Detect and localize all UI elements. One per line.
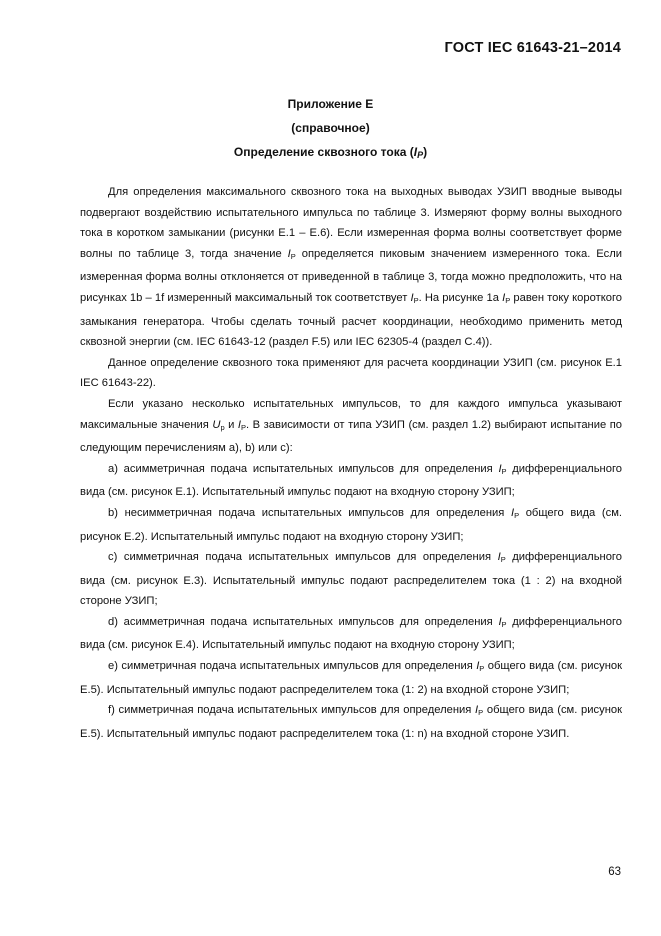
list-item-c: с) симметричная подача испытательных импульсов для определения $I_P$ дифференциального вида (см. рисунок Е.3). Испытательный импульс подают распределителем тока (1 : 2) на входной стороне УЗИП; xyxy=(80,551,622,608)
standard-designation: ГОСТ IEC 61643-21–2014 xyxy=(444,40,621,56)
page-number: 63 xyxy=(608,866,621,878)
annex-status: (справочное) xyxy=(291,121,370,135)
annex-title: Приложение Е xyxy=(287,97,374,111)
paragraph-2: Данное определение сквозного тока применяют для расчета координации УЗИП (см. рисунок Е.1 IEC 61643-22). xyxy=(80,356,622,390)
paragraph-3: Если указано несколько испытательных импульсов, то для каждого импульса указывают максимальные значения $U_p$ и $I_P$. В зависимости от типа УЗИП (см. раздел 1.2) выбирают испытание по следующим перечислениям а), b) или с): xyxy=(80,397,623,455)
list-item-d: d) асимметричная подача испытательных импульсов для определения $I_P$ дифференциального вида (см. рисунок Е.4). Испытательный импульс подают на входную сторону УЗИП; xyxy=(80,615,622,652)
list-item-a: а) асимметричная подача испытательных импульсов для определения $I_P$ дифференциального вида (см. рисунок Е.1). Испытательный импульс подают на входную сторону УЗИП; xyxy=(80,462,622,499)
list-item-e: е) симметричная подача испытательных импульсов для определения $I_P$ общего вида (см. рисунок Е.5). Испытательный импульс подают распределителем тока (1: 2) на входной стороне УЗИП; xyxy=(80,660,623,696)
paragraph-1: Для определения максимального сквозного тока на выходных выводах УЗИП вводные выводы подвергают воздействию испытательного импульса по таблице 3. Измеряют форму волны выходного тока в коротком замыкании (рисунки Е.1 – Е.6). Если измеренная форма волны соответствует форме волны по таблице 3, тогда значение $I_P$ определяется пиковым значением измеренного тока. Если измеренная форма волны отклоняется от приведенной в таблице 3, тогда можно предположить, что на рисунках 1b – 1f измеренный максимальный ток соответствует $I_P$. На рисунке 1а $I_P$ равен току короткого замыкания генератора. Чтобы сделать точный расчет координации, необходимо применить метод сквозной энергии (см. IEC 61643-12 (раздел F.5) или IEC 62305-4 (раздел С.4)). xyxy=(80,186,623,349)
annex-heading-block xyxy=(0,92,661,167)
list-item-b: b) несимметричная подача испытательных импульсов для определения $I_P$ общего вида (см. рисунок Е.2). Испытательный импульс подают на входную сторону УЗИП; xyxy=(80,506,622,543)
annex-body xyxy=(80,182,622,744)
annex-heading: Определение сквозного тока $(I_P)$ xyxy=(233,145,428,160)
list-item-f: f) симметричная подача испытательных импульсов для определения $I_P$ общего вида (см. рисунок Е.5). Испытательный импульс подают распределителем тока (1: n) на входной стороне УЗИП. xyxy=(80,704,622,740)
